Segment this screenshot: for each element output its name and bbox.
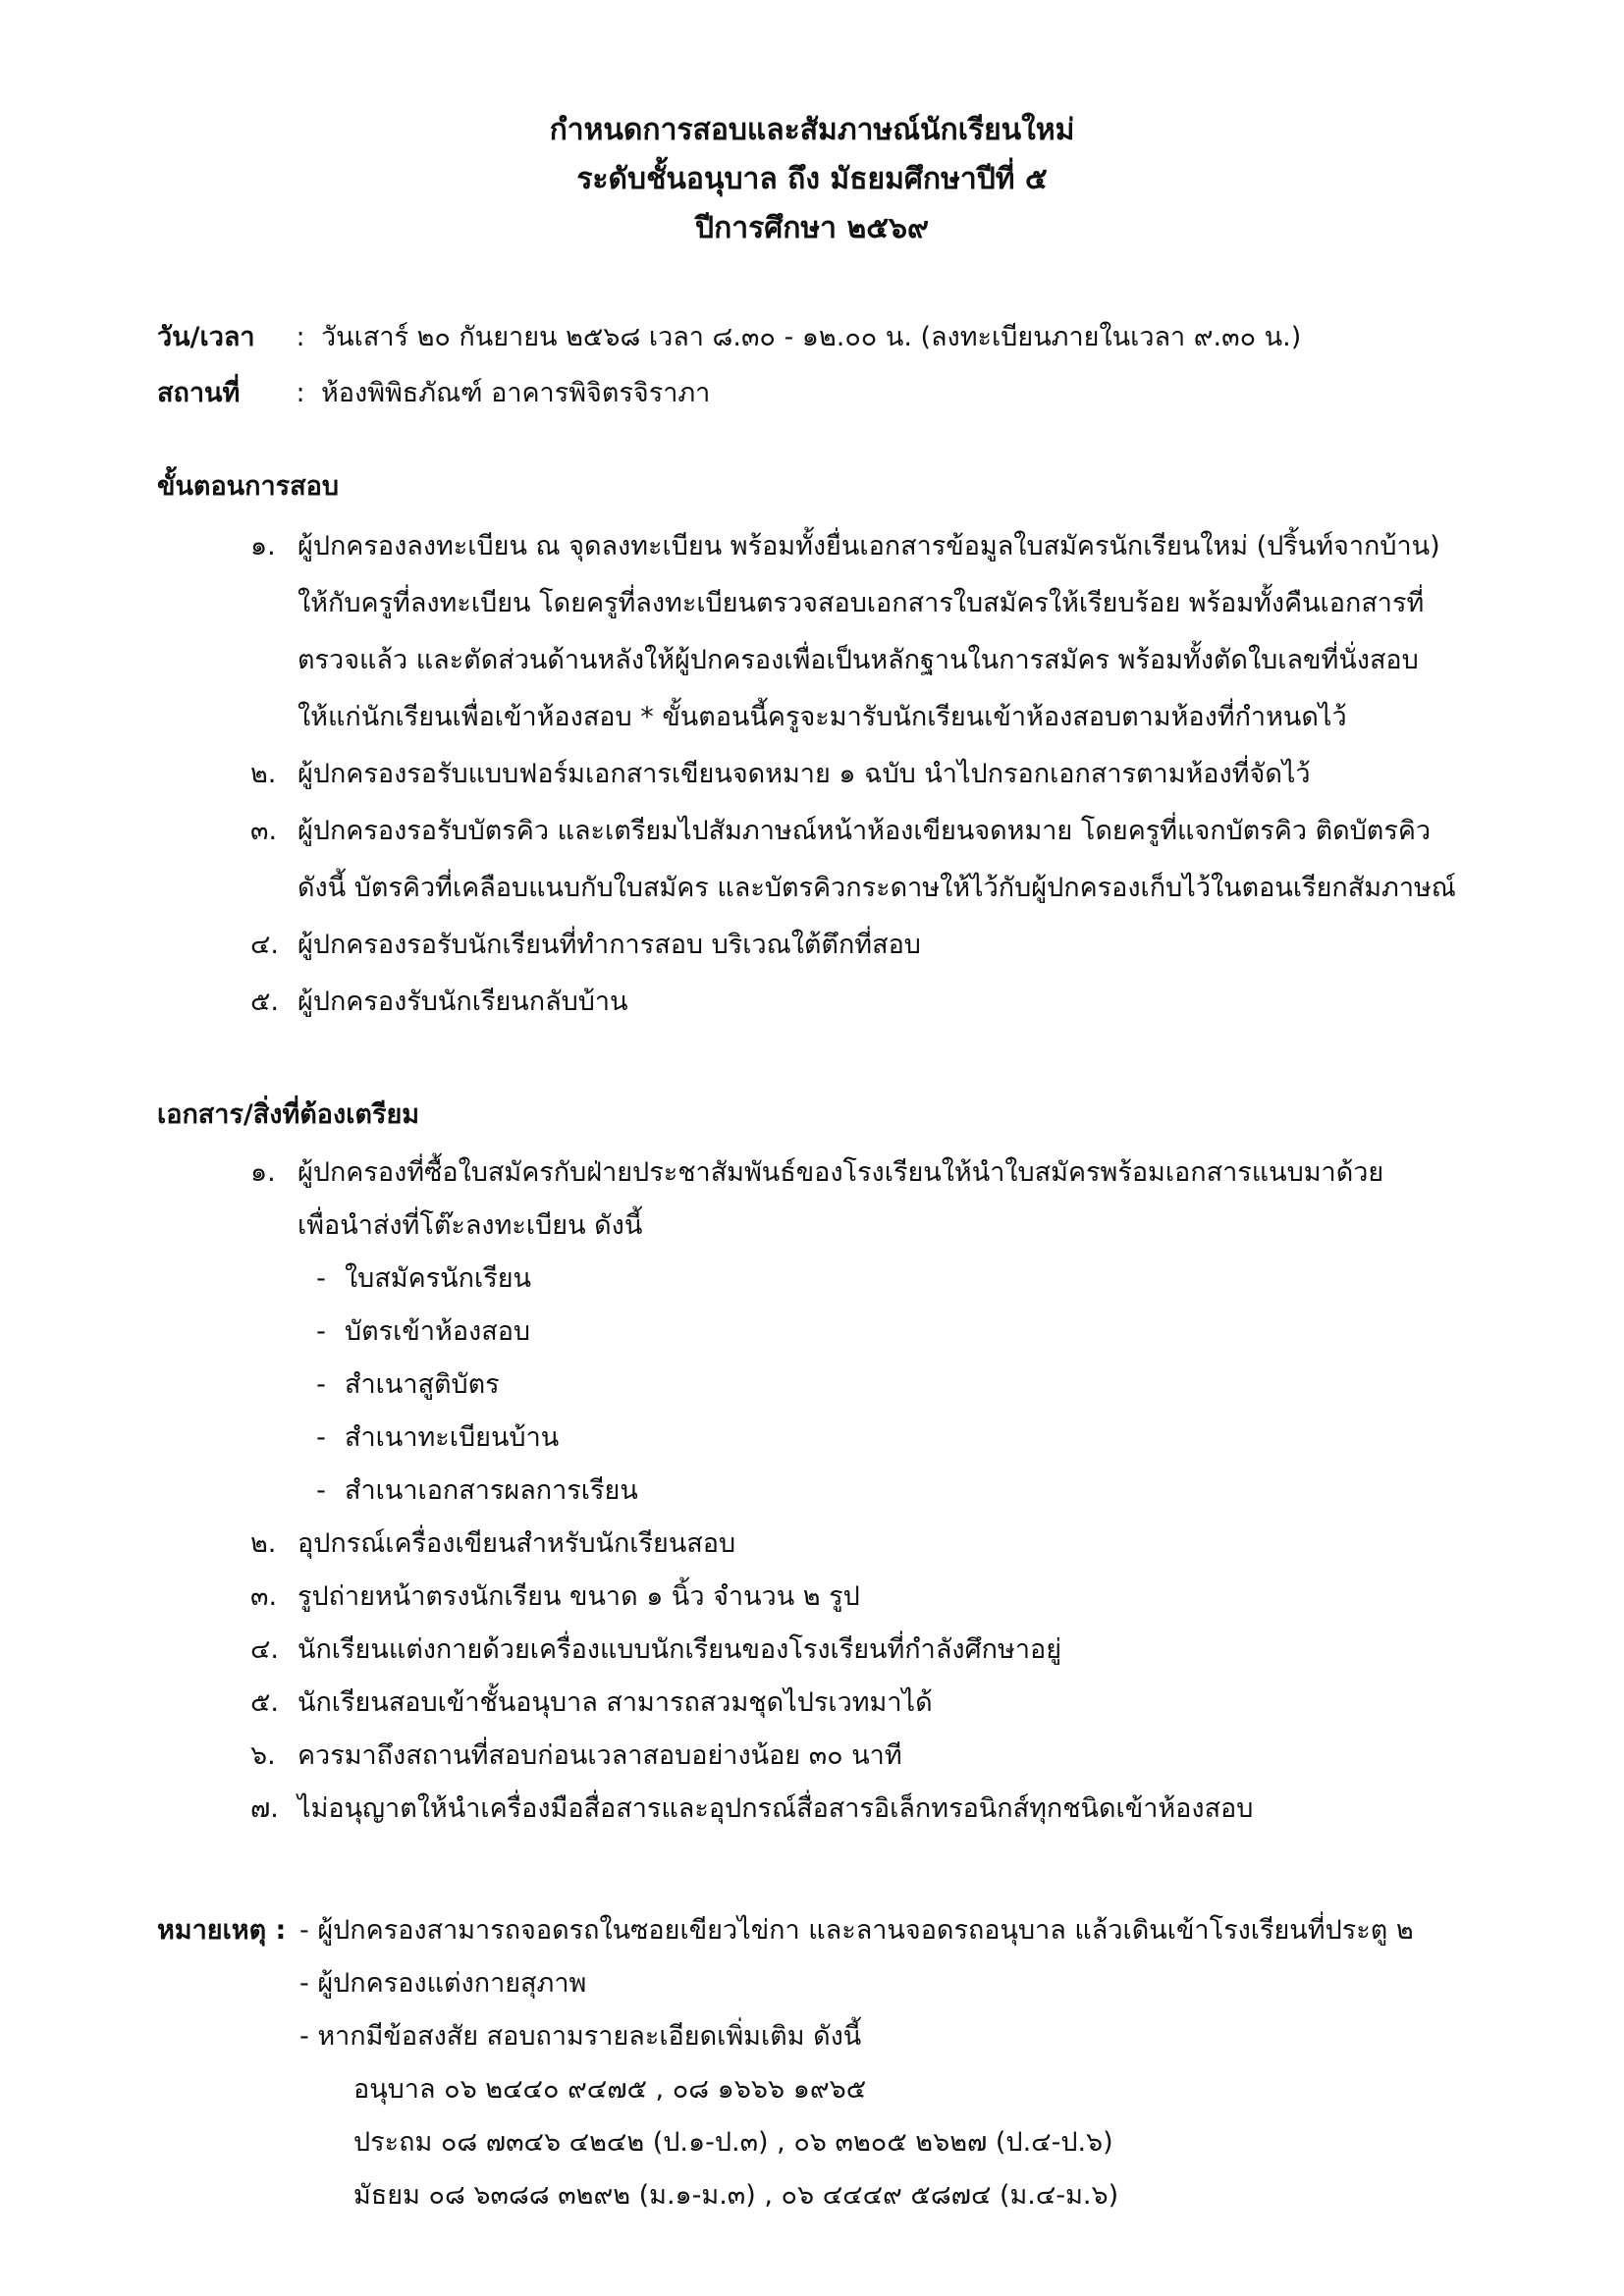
sublist-item	[250, 1359, 1507, 1412]
sublist-text: สำเนาทะเบียนบ้าน	[345, 1422, 560, 1453]
note-row	[157, 2010, 1532, 2063]
step-item	[250, 974, 1507, 1031]
dash-bullet: -	[316, 1475, 326, 1506]
step-line: ผู้ปกครองลงทะเบียน ณ จุดลงทะเบียน พร้อมทั้งยื่นเอกสารข้อมูลใบสมัครนักเรียนใหม่ (ปริ้นท์จากบ้าน)	[298, 531, 1440, 561]
place-label: สถานที่	[157, 378, 241, 408]
step-number: ๔.	[250, 930, 280, 960]
document-item	[250, 1571, 1507, 1624]
dash-bullet: -	[316, 1316, 326, 1347]
step-item	[250, 746, 1507, 803]
step-number: ๑.	[250, 531, 276, 561]
document-number: ๖.	[250, 1740, 276, 1771]
document-number: ๗.	[250, 1793, 279, 1824]
document-number: ๒.	[250, 1528, 277, 1559]
document-text	[298, 1147, 1507, 1253]
notes-section	[157, 1904, 1532, 2222]
document-text: อุปกรณ์เครื่องเขียนสำหรับนักเรียนสอบ	[298, 1528, 736, 1559]
place-colon: :	[296, 378, 305, 408]
document-item	[250, 1147, 1507, 1253]
place-value: ห้องพิพิธภัณฑ์ อาคารพิจิตรจิราภา	[321, 378, 711, 408]
document-number: ๓.	[250, 1581, 278, 1612]
sublist-text: สำเนาเอกสารผลการเรียน	[345, 1475, 638, 1506]
step-item	[250, 518, 1507, 746]
document-line: เพื่อนำส่งที่โต๊ะลงทะเบียน ดังนี้	[298, 1210, 643, 1241]
steps-heading: ขั้นตอนการสอบ	[157, 471, 339, 502]
sublist-item	[250, 1412, 1507, 1465]
step-line: ผู้ปกครองรอรับแบบฟอร์มเอกสารเขียนจดหมาย ๑ ฉบับ นำไปกรอกเอกสารตามห้องที่จัดไว้	[298, 759, 1311, 789]
document-text: นักเรียนสอบเข้าชั้นอนุบาล สามารถสวมชุดไปรเวทมาได้	[298, 1687, 933, 1718]
sublist-text: ใบสมัครนักเรียน	[345, 1263, 531, 1294]
note-text: - หากมีข้อสงสัย สอบถามรายละเอียดเพิ่มเติม ดังนี้	[299, 2021, 862, 2052]
document-text: นักเรียนแต่งกายด้วยเครื่องแบบนักเรียนของโรงเรียนที่กำลังศึกษาอยู่	[298, 1634, 1062, 1665]
step-number: ๓.	[250, 816, 278, 846]
required-documents-sublist	[250, 1253, 1507, 1518]
sublist-item	[250, 1465, 1507, 1518]
place-row	[157, 374, 710, 413]
sublist-text: บัตรเข้าห้องสอบ	[345, 1316, 531, 1347]
step-text	[298, 974, 1507, 1031]
document-number: ๕.	[250, 1687, 280, 1718]
document-item	[250, 1518, 1507, 1571]
step-text	[298, 917, 1507, 974]
step-item	[250, 803, 1507, 917]
step-text	[298, 803, 1507, 917]
dash-bullet: -	[316, 1422, 326, 1453]
sublist-text: สำเนาสูติบัตร	[345, 1369, 500, 1400]
document-number: ๔.	[250, 1634, 280, 1665]
document-item	[250, 1624, 1507, 1677]
note-text: - ผู้ปกครองสามารถจอดรถในซอยเขียวไข่กา และลานจอดรถอนุบาล แล้วเดินเข้าโรงเรียนที่ประตู ๒	[299, 1915, 1414, 1946]
step-line: ผู้ปกครองรอรับบัตรคิว และเตรียมไปสัมภาษณ์หน้าห้องเขียนจดหมาย โดยครูที่แจกบัตรคิว ติดบัตรคิว	[298, 816, 1432, 846]
document-text: รูปถ่ายหน้าตรงนักเรียน ขนาด ๑ นิ้ว จำนวน ๒ รูป	[298, 1581, 860, 1612]
step-number: ๒.	[250, 759, 277, 789]
document-text: ไม่อนุญาตให้นำเครื่องมือสื่อสารและอุปกรณ์สื่อสารอิเล็กทรอนิกส์ทุกชนิดเข้าห้องสอบ	[298, 1793, 1254, 1824]
step-number: ๕.	[250, 987, 280, 1017]
note-text: - ผู้ปกครองแต่งกายสุภาพ	[299, 1968, 587, 1999]
step-item	[250, 917, 1507, 974]
title-line-2: ระดับชั้นอนุบาล ถึง มัธยมศึกษาปีที่ ๕	[576, 162, 1048, 196]
sublist-item	[250, 1253, 1507, 1306]
step-text	[298, 746, 1507, 803]
date-time-colon: :	[296, 322, 305, 352]
step-text	[298, 518, 1507, 746]
document-item	[250, 1677, 1507, 1730]
steps-list	[250, 518, 1507, 1031]
sublist-item	[250, 1306, 1507, 1359]
step-line: ดังนี้ บัตรคิวที่เคลือบแนบกับใบสมัคร และบัตรคิวกระดาษให้ไว้กับผู้ปกครองเก็บไว้ในตอนเรียกสัมภาษณ์	[298, 873, 1456, 903]
contact-primary: ประถม ๐๘ ๗๓๔๖ ๔๒๔๒ (ป.๑-ป.๓) , ๐๖ ๓๒๐๕ ๒๖๒๗ (ป.๔-ป.๖)	[353, 2127, 1113, 2158]
step-line: ผู้ปกครองรับนักเรียนกลับบ้าน	[298, 987, 628, 1017]
title-line-3: ปีการศึกษา ๒๕๖๙	[695, 211, 929, 245]
document-item	[250, 1730, 1507, 1783]
date-time-label: วัน/เวลา	[157, 322, 255, 352]
documents-heading: เอกสาร/สิ่งที่ต้องเตรียม	[157, 1099, 420, 1130]
date-time-row	[157, 318, 1301, 357]
document-line: ผู้ปกครองที่ซื้อใบสมัครกับฝ่ายประชาสัมพันธ์ของโรงเรียนให้นำใบสมัครพร้อมเอกสารแนบมาด้วย	[298, 1157, 1384, 1188]
dash-bullet: -	[316, 1369, 326, 1400]
contact-secondary: มัธยม ๐๘ ๖๓๘๘ ๓๒๙๒ (ม.๑-ม.๓) , ๐๖ ๔๔๔๙ ๕๘๗๔ (ม.๔-ม.๖)	[353, 2180, 1119, 2211]
step-line: ให้แก่นักเรียนเพื่อเข้าห้องสอบ * ขั้นตอนนี้ครูจะมารับนักเรียนเข้าห้องสอบตามห้องที่กำหนดไว้	[298, 702, 1347, 732]
date-time-value: วันเสาร์ ๒๐ กันยายน ๒๕๖๘ เวลา ๘.๓๐ - ๑๒.๐๐ น. (ลงทะเบียนภายในเวลา ๙.๓๐ น.)	[321, 322, 1302, 352]
step-line: ตรวจแล้ว และตัดส่วนด้านหลังให้ผู้ปกครองเพื่อเป็นหลักฐานในการสมัคร พร้อมทั้งตัดใบเลขที่นั่งสอบ	[298, 645, 1419, 675]
document-text: ควรมาถึงสถานที่สอบก่อนเวลาสอบอย่างน้อย ๓๐ นาที	[298, 1740, 902, 1771]
note-row	[157, 1957, 1532, 2010]
document-number: ๑.	[250, 1157, 276, 1188]
step-line: ให้กับครูที่ลงทะเบียน โดยครูที่ลงทะเบียนตรวจสอบเอกสารใบสมัครให้เรียบร้อย พร้อมทั้งคืนเอกสารที่	[298, 588, 1425, 618]
note-row	[157, 1904, 1532, 1957]
documents-list	[250, 1147, 1507, 1836]
contact-kindergarten: อนุบาล ๐๖ ๒๔๔๐ ๙๔๗๕ , ๐๘ ๑๖๖๖ ๑๙๖๕	[353, 2074, 867, 2105]
document-title	[0, 106, 1624, 253]
dash-bullet: -	[316, 1263, 326, 1294]
notes-label: หมายเหตุ :	[157, 1915, 287, 1946]
title-line-1: กำหนดการสอบและสัมภาษณ์นักเรียนใหม่	[549, 113, 1075, 147]
step-line: ผู้ปกครองรอรับนักเรียนที่ทำการสอบ บริเวณใต้ตึกที่สอบ	[298, 930, 921, 960]
document-item	[250, 1783, 1507, 1836]
